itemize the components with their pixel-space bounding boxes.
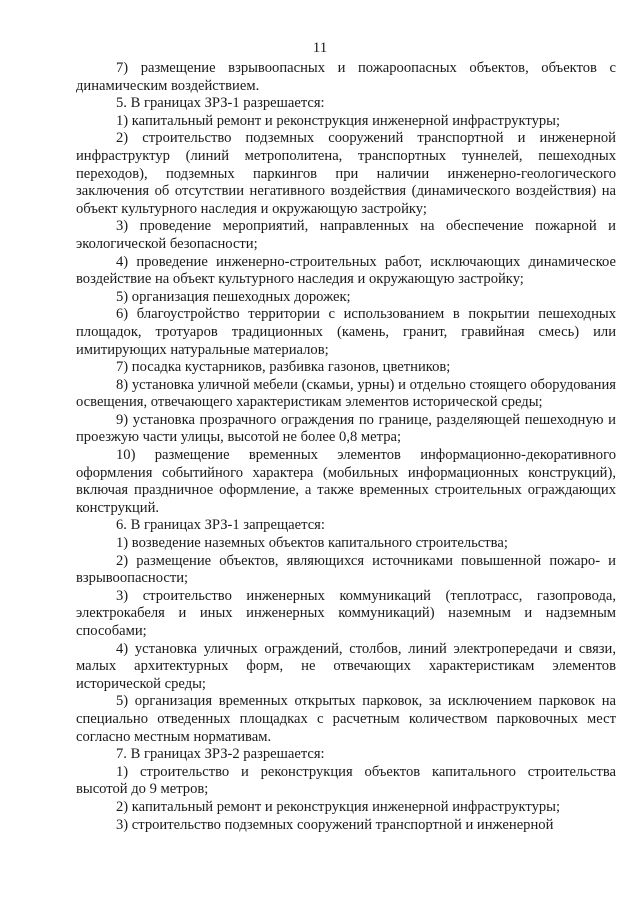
body-text	[76, 60, 616, 834]
list-item: 7) посадка кустарников, разбивка газонов, цветников;	[116, 359, 451, 376]
paragraph: 7) размещение взрывоопасных и пожароопасных объектов, объектов с динамическим воздействием.	[76, 60, 616, 94]
list-item: 3) строительство инженерных коммуникаций (теплотрасс, газопровода, электрокабеля и иных инженерных коммуникаций) наземным и надземным способами;	[76, 587, 616, 639]
page-number: 11	[312, 40, 328, 56]
list-item: 5) организация пешеходных дорожек;	[116, 288, 351, 305]
list-item: 1) возведение наземных объектов капитального строительства;	[116, 535, 508, 552]
list-item: 1) капитальный ремонт и реконструкция инженерной инфраструктуры;	[116, 112, 561, 129]
list-item: 6) благоустройство территории с использованием в покрытии пешеходных площадок, тротуаров традиционных (камень, гранит, гравийная смесь) или имитирующих натуральные материалов;	[76, 306, 616, 358]
list-item: 4) установка уличных ограждений, столбов, линий электропередачи и связи, малых архитектурных форм, не отвечающих характеристикам элементов исторической среды;	[76, 640, 616, 692]
list-item: 10) размещение временных элементов информационно-декоративного оформления событийного характера (мобильных информационных конструкций), включая праздничное оформление, а также временных строительных ограждающих конструкций.	[76, 447, 616, 516]
list-item: 2) капитальный ремонт и реконструкция инженерной инфраструктуры;	[116, 798, 561, 815]
list-item: 4) проведение инженерно-строительных работ, исключающих динамическое воздействие на объект культурного наследия и окружающую застройку;	[76, 253, 616, 288]
list-item: 8) установка уличной мебели (скамьи, урны) и отдельно стоящего оборудования освещения, отвечающего характеристикам элементов исторической среды;	[76, 376, 616, 411]
list-item: 2) строительство подземных сооружений транспортной и инженерной инфраструктур (линий метрополитена, транспортных туннелей, пешеходных переходов), подземных паркингов при наличии инженерно-геологического заключения об отсутствии негативного воздействия (динамического воздействия) на объект культурного наследия и окружающую застройку;	[76, 130, 616, 217]
list-item: 1) строительство и реконструкция объектов капитального строительства высотой до 9 метров;	[76, 763, 616, 798]
list-item: 2) размещение объектов, являющихся источниками повышенной пожаро- и взрывоопасности;	[76, 552, 616, 587]
section-heading: 7. В границах ЗРЗ-2 разрешается:	[116, 746, 325, 763]
list-item: 9) установка прозрачного ограждения по границе, разделяющей пешеходную и проезжую части улицы, высотой не более 0,8 метра;	[76, 411, 616, 446]
list-item: 3) строительство подземных сооружений транспортной и инженерной	[116, 816, 554, 833]
list-item: 3) проведение мероприятий, направленных на обеспечение пожарной и экологической безопасности;	[76, 218, 616, 252]
list-item: 5) организация временных открытых парковок, за исключением парковок на специально отведенных площадках с расчетным количеством парковочных мест согласно местным нормативам.	[76, 693, 616, 745]
section-heading: 6. В границах ЗРЗ-1 запрещается:	[116, 517, 325, 534]
section-heading: 5. В границах ЗРЗ-1 разрешается:	[116, 95, 325, 112]
